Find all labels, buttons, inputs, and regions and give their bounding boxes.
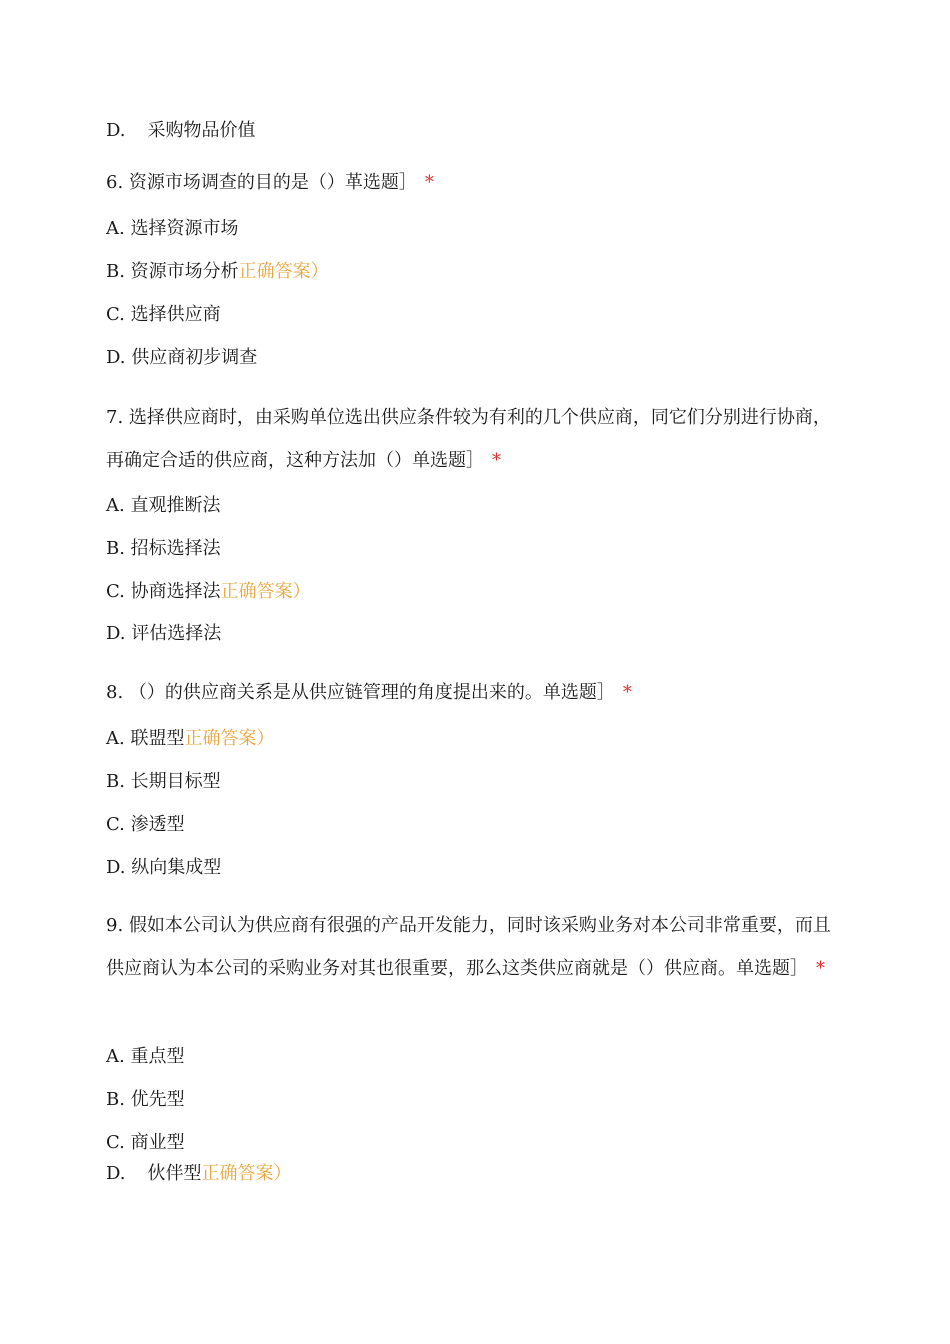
q7-option-b[interactable]	[106, 537, 221, 561]
question-8	[106, 681, 632, 705]
option-label: D.	[106, 1163, 126, 1184]
option-text: B. 优先型	[106, 1089, 185, 1110]
option-text: 伙伴型	[147, 1163, 202, 1184]
q6-option-c[interactable]	[106, 303, 221, 327]
q6-option-d[interactable]	[106, 346, 257, 370]
correct-answer-tag: 正确答案）	[184, 728, 275, 749]
question-text: 6. 资源市场调查的目的是（）革选题］	[106, 172, 417, 193]
option-text: A. 选择资源市场	[106, 218, 239, 239]
option-text: D. 评估选择法	[106, 623, 222, 644]
option-text: B. 资源市场分析	[106, 261, 239, 282]
option-text: D. 供应商初步调查	[106, 347, 258, 368]
q8-option-b[interactable]	[106, 770, 221, 794]
q7-option-a[interactable]	[106, 494, 220, 518]
q9-option-a[interactable]	[106, 1045, 184, 1069]
q9-option-b[interactable]	[106, 1088, 185, 1112]
q8-option-c[interactable]	[106, 813, 185, 837]
q9-option-d[interactable]	[106, 1162, 292, 1186]
required-asterisk: *	[622, 682, 632, 703]
option-text: D. 纵向集成型	[106, 857, 222, 878]
required-asterisk: *	[492, 450, 501, 471]
option-label: D.	[106, 120, 126, 141]
q7-option-d[interactable]	[106, 622, 221, 646]
option-text: A. 重点型	[106, 1046, 185, 1067]
question-text: 9. 假如本公司认为供应商有很强的产品开发能力，同时该采购业务对本公司非常重要，而且供应商认为本公司的采购业务对其也很重要，那么这类供应商就是（）供应商。单选题］	[106, 915, 831, 979]
option-text: A. 直观推断法	[106, 495, 221, 516]
q6-option-b[interactable]	[106, 260, 329, 284]
option-text: C. 商业型	[106, 1132, 185, 1153]
correct-answer-tag: 正确答案）	[201, 1163, 292, 1184]
option-text: B. 长期目标型	[106, 771, 221, 792]
option-text: C. 选择供应商	[106, 304, 221, 325]
q7-option-c[interactable]	[106, 580, 311, 604]
correct-answer-tag: 正确答案）	[220, 581, 311, 602]
option-text: C. 协商选择法	[106, 581, 221, 602]
question-text: 7. 选择供应商时，由采购单位选出供应条件较为有利的几个供应商，同它们分别进行协商，再确定合适的供应商，这种方法加（）单选题］	[106, 407, 831, 471]
option-text: B. 招标选择法	[106, 538, 221, 559]
q6-option-a[interactable]	[106, 217, 238, 241]
required-asterisk: *	[424, 172, 434, 193]
question-9	[106, 904, 846, 990]
q9-option-c[interactable]	[106, 1131, 185, 1155]
option-d-prev	[106, 119, 256, 143]
q8-option-a[interactable]	[106, 727, 274, 751]
question-text: 8. （）的供应商关系是从供应链管理的角度提出来的。单选题］	[106, 682, 615, 703]
question-6	[106, 171, 434, 195]
option-text: 采购物品价值	[147, 120, 256, 141]
q8-option-d[interactable]	[106, 856, 221, 880]
question-7	[106, 396, 846, 482]
option-text: A. 联盟型	[106, 728, 185, 749]
option-text: C. 渗透型	[106, 814, 185, 835]
required-asterisk: *	[816, 958, 825, 979]
correct-answer-tag: 正确答案）	[238, 261, 329, 282]
